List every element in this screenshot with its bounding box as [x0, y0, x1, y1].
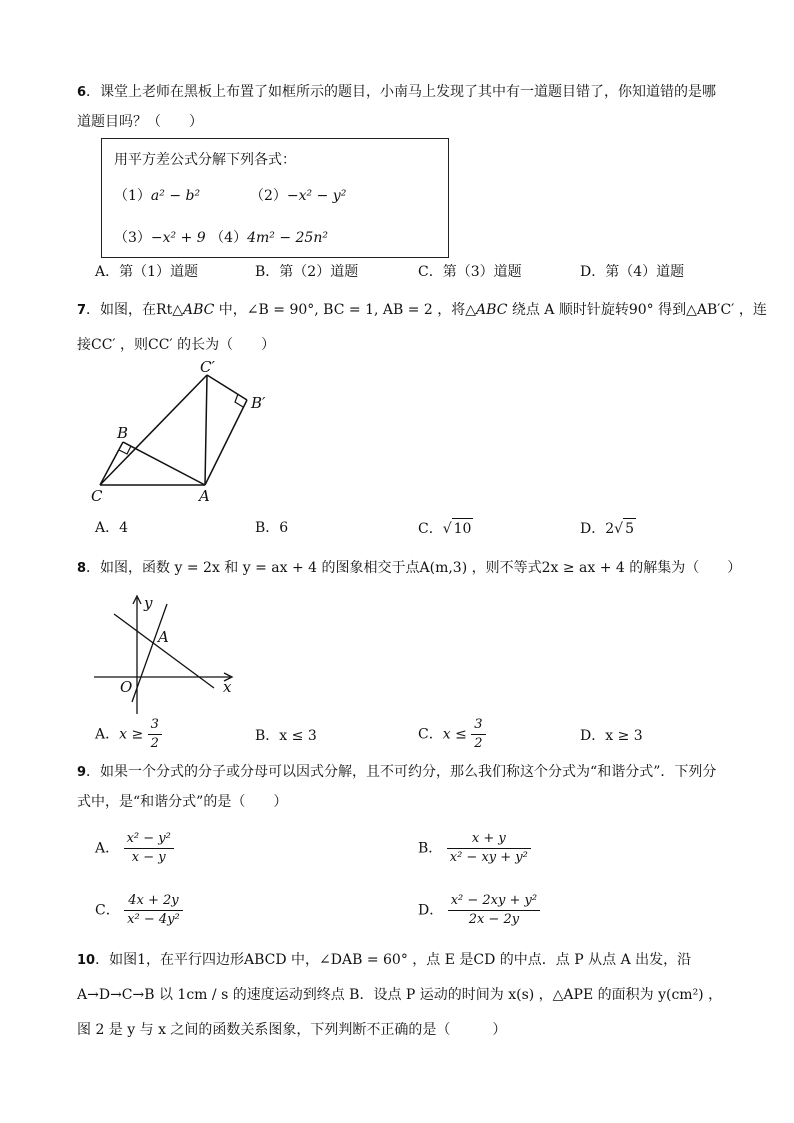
- q7-segment-cb: [100, 442, 123, 485]
- q7-label-c-prime: C′: [200, 360, 215, 376]
- q8-graph-figure: [92, 592, 242, 717]
- q7-option-d-radicand: 5: [623, 518, 636, 539]
- q9-option-b-den: x² − xy + y²: [449, 850, 528, 865]
- q7-option-c-radicand: 10: [452, 518, 474, 539]
- q7-line1: [77, 300, 767, 321]
- q6-box-item1: [114, 185, 200, 205]
- q8-option-c-left: x ≤: [442, 726, 467, 743]
- q7-segment-b-prime-a: [205, 400, 247, 485]
- q9-option-a-num: x² − y²: [124, 830, 174, 849]
- q8-option-a-label: A．: [95, 726, 120, 743]
- q8-label-o: O: [120, 678, 133, 696]
- q7-text-b: ABC: [182, 302, 215, 318]
- q6-item2-label: （2）: [250, 188, 287, 204]
- q6-box-item3: [114, 227, 328, 247]
- q9-option-a-label: A．: [95, 840, 120, 857]
- q7-option-b[interactable]: B．6: [255, 520, 289, 536]
- q8-line1: [77, 558, 741, 579]
- q9-option-b[interactable]: [418, 830, 531, 867]
- q8-option-a-num: 3: [148, 716, 162, 735]
- q7-option-a[interactable]: A．4: [95, 520, 129, 536]
- q8-option-b[interactable]: B．x ≤ 3: [255, 728, 317, 744]
- q9-option-b-label: B．: [418, 840, 443, 857]
- q9-line2: 式中，是“和谐分式”的是（ ）: [77, 794, 288, 810]
- q8-label-x: x: [223, 678, 232, 696]
- q9-option-b-num: x + y: [447, 830, 531, 849]
- q7-label-a: A: [199, 487, 210, 505]
- q6-box-item2: [250, 185, 346, 205]
- q7-text-d: ABC: [476, 302, 508, 318]
- q8-text: ．如图，函数 y = 2x 和 y = ax + 4 的图象相交于点A(m,3) ，则不等式2x ≥ ax + 4 的解集为（ ）: [86, 560, 742, 576]
- q9-line1: [77, 762, 716, 783]
- q9-option-d-fraction: [448, 892, 540, 929]
- q9-option-c-num: 4x + 2y: [124, 892, 183, 911]
- q8-option-c-den: 2: [474, 736, 483, 751]
- q8-label-y: y: [144, 594, 153, 612]
- q9-option-d-num: x² − 2xy + y²: [448, 892, 540, 911]
- q7-option-d-label: D．2: [580, 521, 615, 537]
- q7-option-c-label: C．: [418, 521, 443, 537]
- q10-line3: 图 2 是 y 与 x 之间的函数关系图象，下列判断不正确的是（ ）: [77, 1022, 507, 1038]
- q8-option-d[interactable]: D．x ≥ 3: [580, 728, 643, 744]
- q7-text-a: ．如图，在Rt△: [86, 302, 183, 318]
- q9-option-b-fraction: [447, 830, 531, 867]
- q6-text-1: ．课堂上老师在黑板上布置了如框所示的题目，小南马上发现了其中有一道题目错了，你知道错的是哪: [86, 84, 717, 100]
- q7-segment-c-prime-b-prime: [207, 375, 247, 400]
- q9-number: 9: [77, 765, 87, 780]
- q8-option-a-den: 2: [150, 736, 159, 751]
- q6-item3-expr: −x² + 9: [150, 230, 206, 246]
- q7-option-d[interactable]: D．2√ 5: [580, 518, 636, 539]
- q6-option-a[interactable]: A．第（1）道题: [95, 264, 199, 280]
- q10-line1: [77, 950, 691, 971]
- q9-option-d-den: 2x − 2y: [468, 912, 520, 927]
- q10-number: 10: [77, 953, 96, 968]
- q7-text-e: 绕点 A 顺时针旋转90° 得到△AB′C′ ，连: [507, 302, 767, 318]
- q9-option-c[interactable]: [95, 892, 183, 929]
- q9-option-a-fraction: [124, 830, 174, 867]
- q8-option-a-left: x ≥: [119, 726, 144, 743]
- q7-line2: 接CC′ ，则CC′ 的长为（ ）: [77, 337, 276, 353]
- q8-label-a: A: [158, 628, 169, 646]
- q6-line2: 道题目吗？（ ）: [77, 114, 203, 130]
- q7-triangle-figure: [85, 360, 275, 505]
- q6-item2-expr: −x² − y²: [286, 188, 347, 204]
- q9-option-c-fraction: [124, 892, 183, 929]
- q8-option-c-fraction: [471, 716, 485, 753]
- q6-option-c[interactable]: C．第（3）道题: [418, 264, 522, 280]
- q7-number: 7: [77, 303, 87, 318]
- q7-label-c: C: [91, 487, 103, 505]
- q8-option-a-fraction: [148, 716, 162, 753]
- q6-item1-label: （1）: [114, 188, 151, 204]
- q9-option-d-label: D．: [418, 902, 444, 919]
- q6-problem-box: [101, 138, 449, 258]
- q6-line1: [77, 82, 716, 103]
- q7-label-b-prime: B′: [251, 394, 266, 412]
- q9-option-c-den: x² − 4y²: [127, 912, 180, 927]
- q9-option-c-label: C．: [95, 902, 120, 919]
- q6-item4-label: （4）: [210, 230, 248, 246]
- q8-option-a[interactable]: [95, 716, 162, 753]
- q7-segment-c-prime-a: [205, 375, 207, 485]
- q8-option-c-label: C．: [418, 726, 443, 743]
- q7-option-c[interactable]: C．√ 10: [418, 518, 473, 539]
- q7-text-c: 中，∠B = 90°, BC = 1, AB = 2 ，将△: [214, 302, 477, 318]
- q9-option-a-den: x − y: [131, 850, 166, 865]
- q8-option-c[interactable]: [418, 716, 486, 753]
- q8-number: 8: [77, 561, 87, 576]
- q6-item3-label: （3）: [114, 230, 151, 246]
- q9-option-d[interactable]: [418, 892, 540, 929]
- q9-option-a[interactable]: [95, 830, 174, 867]
- q9-text-1: ．如果一个分式的分子或分母可以因式分解，且不可约分，那么我们称这个分式为“和谐分式”．下列分: [86, 764, 717, 780]
- q8-option-c-num: 3: [471, 716, 485, 735]
- q6-item4-expr: 4m² − 25n²: [247, 230, 328, 246]
- q6-number: 6: [77, 85, 87, 100]
- q7-label-b: B: [117, 424, 129, 442]
- q10-line2: A→D→C→B 以 1cm / s 的速度运动到终点 B．设点 P 运动的时间为 x(s) ，△APE 的面积为 y(cm²) ，: [77, 987, 723, 1003]
- q10-text-1: ．如图1，在平行四边形ABCD 中，∠DAB = 60° ，点 E 是CD 的中点．点 P 从点 A 出发，沿: [95, 952, 692, 968]
- q6-option-d[interactable]: D．第（4）道题: [580, 264, 685, 280]
- q6-item1-expr: a² − b²: [150, 188, 201, 204]
- q6-box-title: 用平方差公式分解下列各式：: [114, 152, 296, 168]
- q6-option-b[interactable]: B．第（2）道题: [255, 264, 359, 280]
